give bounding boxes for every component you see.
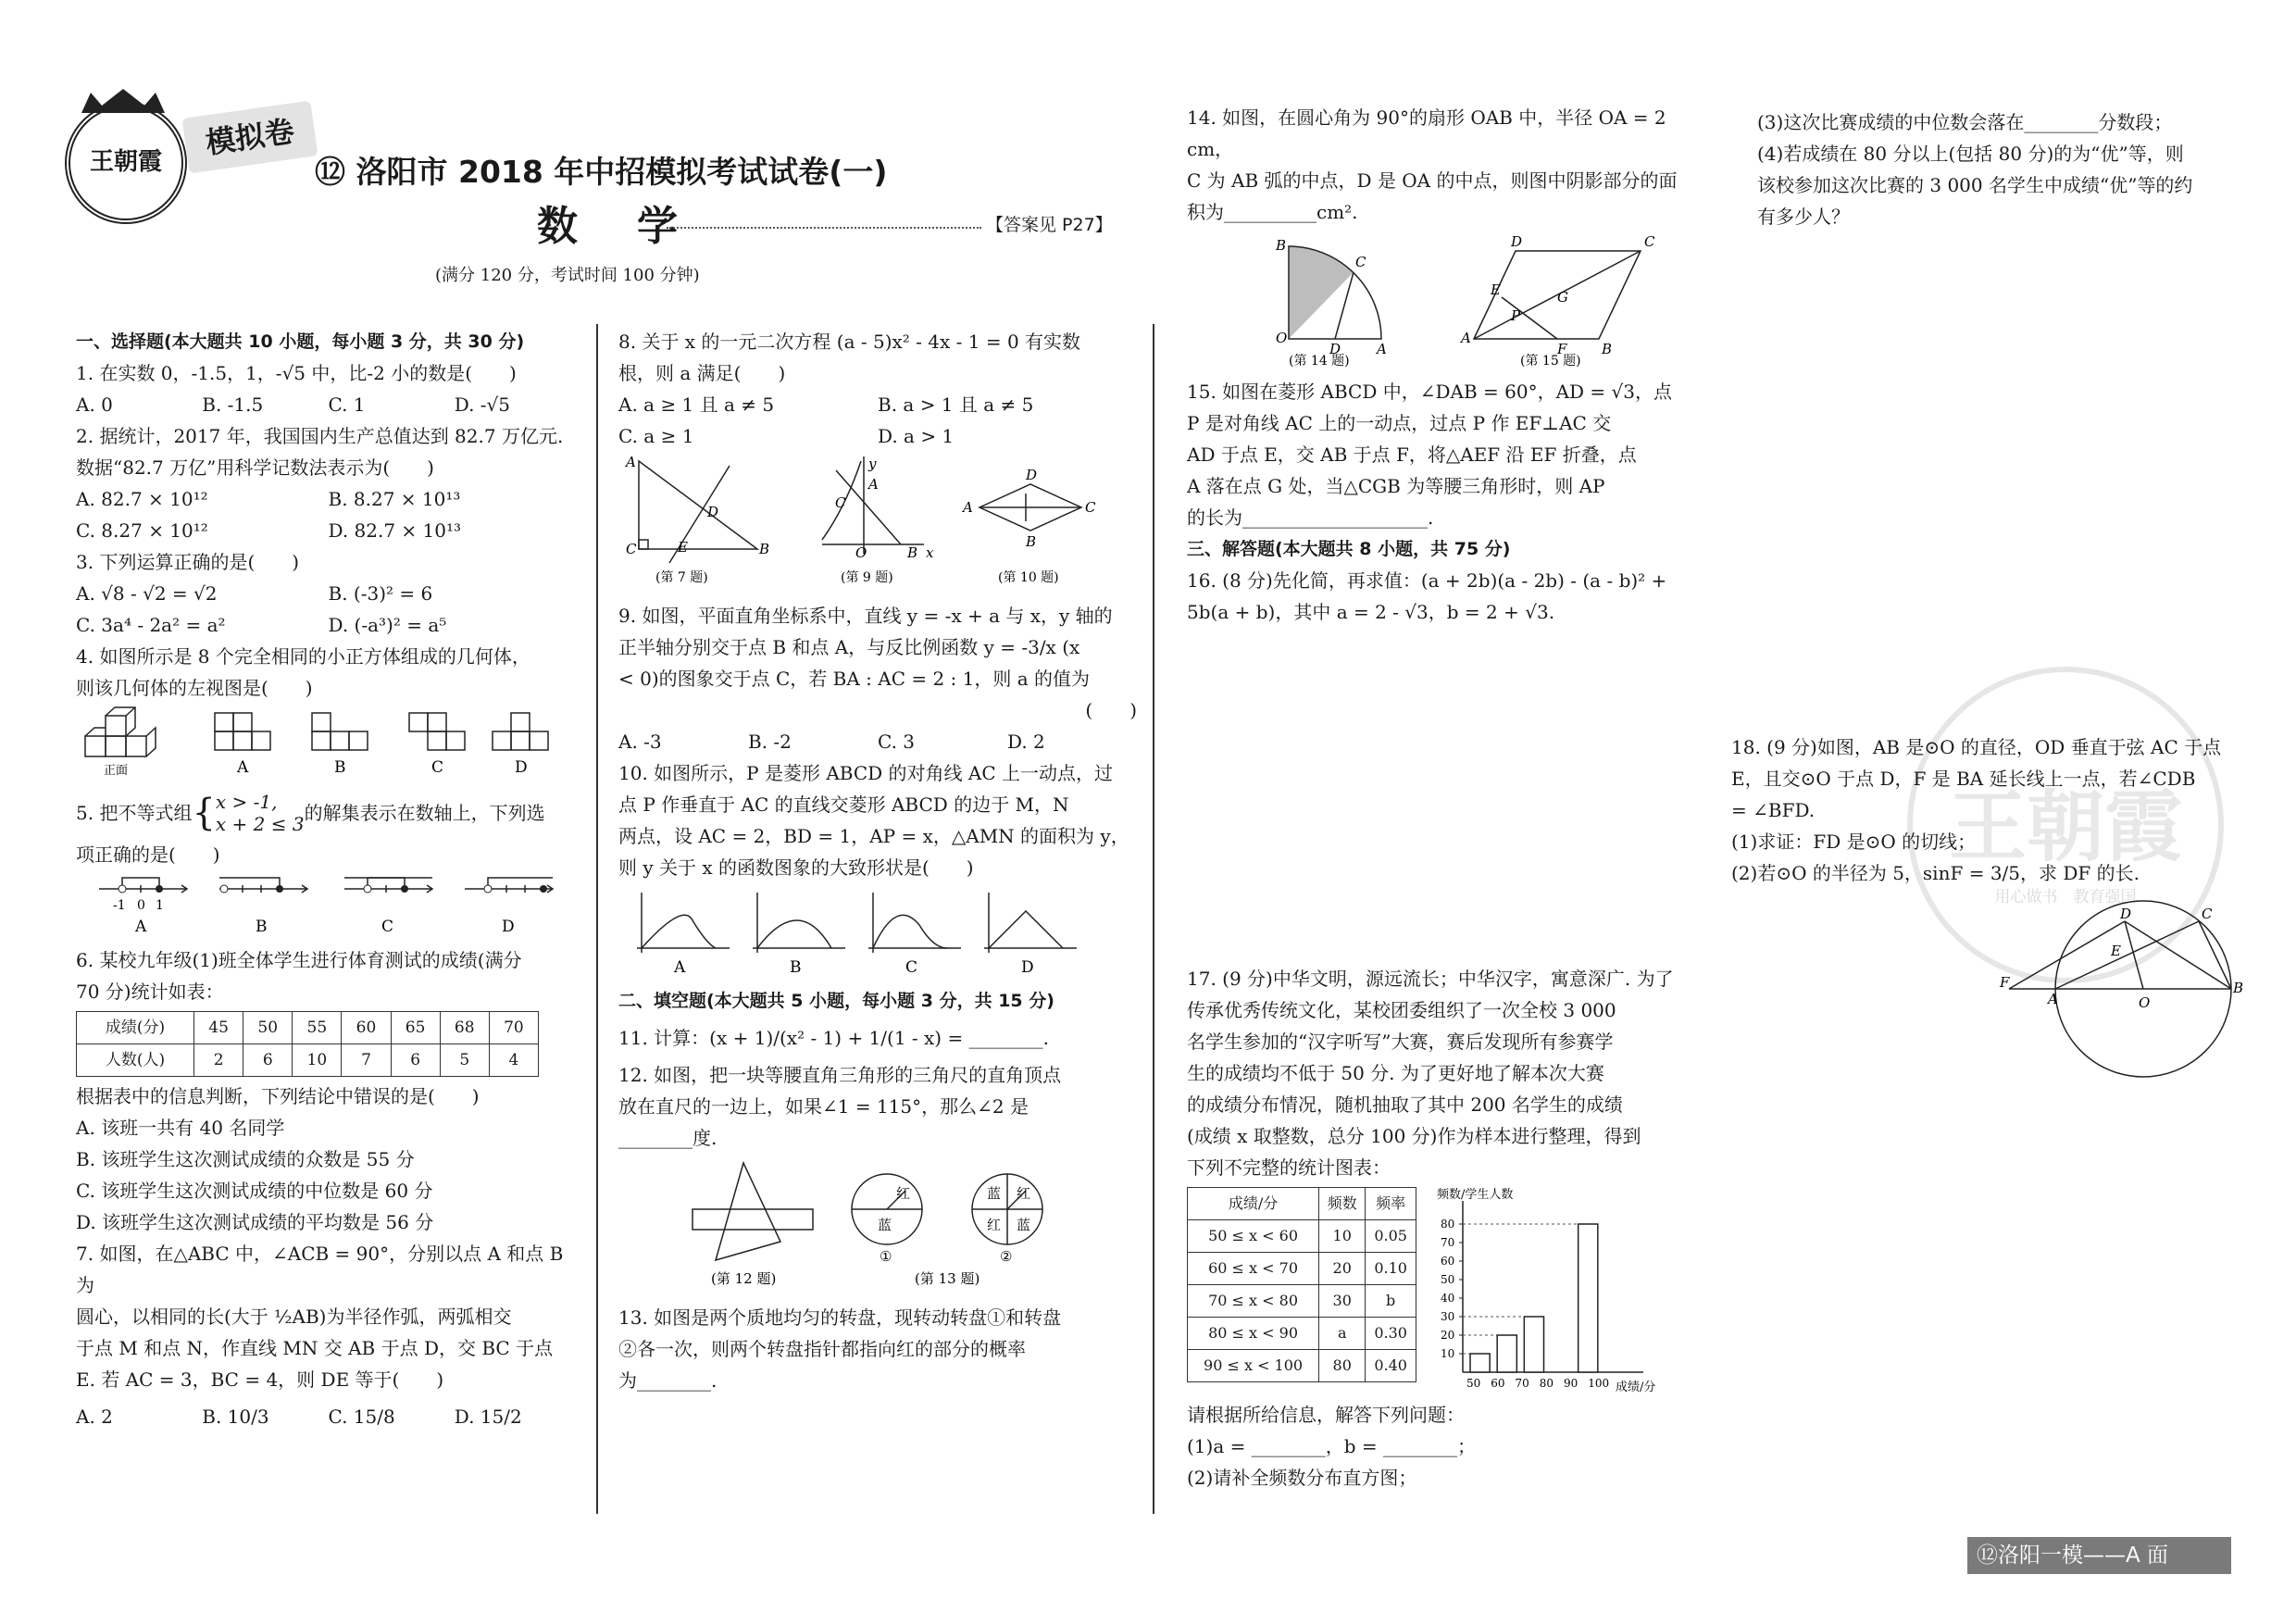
svg-text:B: B bbox=[1602, 341, 1613, 357]
histogram-bar bbox=[1497, 1335, 1516, 1372]
q16-stem-2: 5b(a + b)，其中 a = 2 - √3，b = 2 + √3. bbox=[1187, 601, 1555, 623]
q5-stem-2: 的解集表示在数轴上，下列选 bbox=[304, 802, 545, 824]
q13-stem-3: 为________. bbox=[618, 1369, 718, 1392]
q5-label-a: A bbox=[135, 918, 147, 936]
q10-stem-4: 则 y 关于 x 的函数图象的大致形状是( ) bbox=[618, 856, 974, 879]
q9-stem-3: < 0)的图象交于点 C，若 BA : AC = 2 : 1，则 a 的值为 bbox=[618, 668, 1091, 690]
spinner2-red-2: 红 bbox=[987, 1217, 1002, 1233]
section2-heading: 二、填空题(本大题共 5 小题，每小题 3 分，共 15 分) bbox=[618, 991, 1054, 1011]
histogram-y-tick-label: 70 bbox=[1441, 1236, 1455, 1249]
q6-row1-head: 成绩(分) bbox=[77, 1012, 194, 1044]
q6-table bbox=[76, 1011, 539, 1077]
freq-cell: 0.30 bbox=[1366, 1318, 1416, 1350]
table-row bbox=[1188, 1350, 1416, 1382]
svg-text:B: B bbox=[1276, 237, 1287, 254]
q18-figure bbox=[2000, 906, 2244, 1102]
q3-opt-c: C. 3a⁴ - 2a² = a² bbox=[76, 614, 226, 636]
q4-label-c: C bbox=[431, 758, 444, 777]
q8-opt-b: B. a > 1 且 a ≠ 5 bbox=[878, 394, 1034, 416]
table-row bbox=[1188, 1188, 1416, 1220]
q10-label-b: B bbox=[790, 958, 802, 977]
q5-brace: { bbox=[192, 792, 216, 834]
logo-crown-icon bbox=[81, 89, 165, 115]
q5-ineq-2: x + 2 ≤ 3 bbox=[215, 813, 305, 835]
q8-opt-a: A. a ≥ 1 且 a ≠ 5 bbox=[618, 394, 775, 416]
q17-stem-4: 生的成绩均不低于 50 分. 为了更好地了解本次大赛 bbox=[1187, 1062, 1604, 1084]
footer-text: ⑫洛阳一模——A 面 bbox=[1977, 1543, 2169, 1568]
q6-opt-a: A. 该班一共有 40 名同学 bbox=[76, 1117, 285, 1139]
q8-stem: 8. 关于 x 的一元二次方程 (a - 5)x² - 4x - 1 = 0 有实数 bbox=[618, 331, 1081, 353]
q2-opt-d: D. 82.7 × 10¹³ bbox=[328, 519, 462, 542]
freq-cell: 30 bbox=[1319, 1285, 1366, 1318]
q3-stem: 3. 下列运算正确的是( ) bbox=[76, 551, 300, 573]
svg-text:A: A bbox=[1461, 330, 1471, 346]
q14-stem: 14. 如图，在圆心角为 90°的扇形 OAB 中，半径 OA = 2 cm， bbox=[1187, 106, 1666, 160]
q1-opt-b: B. -1.5 bbox=[202, 394, 264, 416]
q17-sub4: (4)若成绩在 80 分以上(包括 80 分)的为“优”等，则 bbox=[1757, 143, 2184, 165]
q2-options-1 bbox=[76, 483, 580, 515]
q3-options-2 bbox=[76, 609, 580, 641]
table-row bbox=[1188, 1253, 1416, 1285]
svg-text:C: C bbox=[626, 541, 637, 557]
q10-stem-3: 两点，设 AC = 2，BD = 1，AP = x，△AMN 的面积为 y， bbox=[618, 825, 1129, 847]
histogram-ylabel: 频数/学生人数 bbox=[1437, 1188, 1514, 1202]
q6-cell: 5 bbox=[440, 1044, 489, 1077]
fig12-caption: (第 12 题) bbox=[711, 1270, 777, 1287]
freq-cell: 90 ≤ x < 100 bbox=[1188, 1350, 1319, 1382]
freq-header: 成绩/分 bbox=[1188, 1188, 1319, 1220]
q4-label-d: D bbox=[515, 758, 528, 777]
q9-options bbox=[618, 726, 1137, 757]
q17-stem-5: 的成绩分布情况，随机抽取了其中 200 名学生的成绩 bbox=[1187, 1093, 1623, 1116]
q1-options bbox=[76, 389, 580, 420]
q6-cell: 10 bbox=[293, 1044, 342, 1077]
svg-text:C: C bbox=[2202, 906, 2213, 922]
q12-stem-3: ________度. bbox=[618, 1127, 718, 1149]
q17-stem-3: 名学生参加的“汉字听写”大赛，赛后发现所有参赛学 bbox=[1187, 1031, 1614, 1053]
q6-cell: 7 bbox=[342, 1044, 391, 1077]
mock-exam-ribbon bbox=[182, 101, 318, 174]
histogram-x-tick-label: 70 bbox=[1515, 1377, 1529, 1390]
spinner1-blue: 蓝 bbox=[878, 1217, 892, 1233]
q9-opt-d: D. 2 bbox=[1007, 731, 1045, 753]
figures-12-13 bbox=[618, 1154, 1137, 1293]
q10-graphs bbox=[618, 883, 1137, 976]
svg-text:C: C bbox=[1644, 233, 1655, 250]
column-middle bbox=[618, 326, 1137, 1396]
histogram-chart bbox=[1424, 1187, 1674, 1395]
histogram-x-tick-label: 80 bbox=[1539, 1377, 1554, 1390]
histogram-x-tick-label: 90 bbox=[1564, 1377, 1578, 1390]
histogram-xlabel: 成绩/分 bbox=[1616, 1381, 1656, 1394]
q5-ineq-1: x > -1, bbox=[215, 791, 278, 813]
freq-cell: 50 ≤ x < 60 bbox=[1188, 1220, 1319, 1253]
q18-sub2: (2)若⊙O 的半径为 5，sinF = 3/5，求 DF 的长. bbox=[1731, 862, 2140, 884]
section3-heading: 三、解答题(本大题共 8 小题，共 75 分) bbox=[1187, 539, 1511, 559]
q4-views-figure bbox=[76, 704, 580, 778]
q14-stem-2: C 为 AB 弧的中点，D 是 OA 的中点，则图中阴影部分的面 bbox=[1187, 169, 1678, 192]
svg-text:D: D bbox=[707, 504, 719, 520]
q17-figure-row bbox=[1187, 1187, 1710, 1395]
q3-opt-d: D. (-a³)² = a⁵ bbox=[328, 614, 447, 636]
svg-text:y: y bbox=[868, 456, 877, 472]
q17-stem: 17. (9 分)中华文明，源远流长；中华汉字，寓意深广. 为了 bbox=[1187, 968, 1674, 990]
svg-text:F: F bbox=[2000, 974, 2010, 991]
q8-options-1 bbox=[618, 389, 1137, 420]
column-right bbox=[1187, 102, 1710, 628]
q11-stem: 11. 计算：(x + 1)/(x² - 1) + 1/(1 - x) = ________. bbox=[618, 1027, 1049, 1049]
q4-label-b: B bbox=[334, 758, 346, 777]
freq-cell: 70 ≤ x < 80 bbox=[1188, 1285, 1319, 1318]
q5-stem-3: 项正确的是( ) bbox=[76, 843, 220, 866]
q17-stem-7: 下列不完整的统计图表： bbox=[1187, 1156, 1391, 1179]
table-row bbox=[1188, 1220, 1416, 1253]
freq-cell: 0.05 bbox=[1366, 1220, 1416, 1253]
q6-cell: 4 bbox=[489, 1044, 538, 1077]
q1-opt-c: C. 1 bbox=[328, 394, 366, 416]
q15-stem: 15. 如图在菱形 ABCD 中，∠DAB = 60°，AD = √3，点 bbox=[1187, 381, 1673, 403]
q17-sub4-3: 有多少人？ bbox=[1757, 206, 1850, 228]
q6-stem: 6. 某校九年级(1)班全体学生进行体育测试的成绩(满分 bbox=[76, 949, 522, 971]
freq-cell: 80 bbox=[1319, 1350, 1366, 1382]
svg-text:E: E bbox=[678, 539, 688, 556]
q15-stem-2: P 是对角线 AC 上的一动点，过点 P 作 EF⊥AC 交 bbox=[1187, 412, 1612, 434]
q8-stem-2: 根，则 a 满足( ) bbox=[618, 362, 786, 384]
svg-text:D: D bbox=[2120, 906, 2132, 922]
q6-stem-2: 70 分)统计如表： bbox=[76, 981, 224, 1003]
q9-opt-c: C. 3 bbox=[878, 731, 916, 753]
q9-opt-a: A. -3 bbox=[618, 731, 662, 753]
freq-cell: 60 ≤ x < 70 bbox=[1188, 1253, 1319, 1285]
q15-stem-4: A 落在点 G 处，当△CGB 为等腰三角形时，则 AP bbox=[1187, 475, 1605, 497]
q6-opt-b: B. 该班学生这次测试成绩的众数是 55 分 bbox=[76, 1148, 415, 1170]
q6-stem-3: 根据表中的信息判断，下列结论中错误的是( ) bbox=[76, 1085, 480, 1107]
svg-text:G: G bbox=[1557, 289, 1568, 306]
q1-opt-d: D. -√5 bbox=[454, 394, 511, 416]
q8-options-2 bbox=[618, 420, 1137, 452]
q5-label-b: B bbox=[256, 918, 268, 936]
q17-sub3: (3)这次比赛成绩的中位数会落在________分数段； bbox=[1757, 111, 2173, 133]
freq-cell: 80 ≤ x < 90 bbox=[1188, 1318, 1319, 1350]
svg-text:A: A bbox=[963, 499, 973, 516]
histogram-y-tick-label: 10 bbox=[1441, 1347, 1455, 1360]
spinner2-blue-1: 蓝 bbox=[987, 1185, 1002, 1202]
table-row bbox=[77, 1012, 539, 1044]
q5-tick-0: 0 bbox=[137, 898, 145, 913]
q7-stem-4: E. 若 AC = 3，BC = 4，则 DE 等于( ) bbox=[76, 1368, 444, 1391]
q7-opt-a: A. 2 bbox=[76, 1406, 113, 1428]
svg-text:B: B bbox=[1026, 533, 1037, 550]
q18-stem-3: = ∠BFD. bbox=[1731, 799, 1816, 821]
svg-text:B: B bbox=[907, 544, 918, 561]
q15-stem-5: 的长为____________________. bbox=[1187, 506, 1434, 529]
svg-text:A: A bbox=[2048, 991, 2058, 1007]
q7-opt-b: B. 10/3 bbox=[202, 1406, 269, 1428]
freq-cell: 0.10 bbox=[1366, 1253, 1416, 1285]
fig7-caption: (第 7 题) bbox=[655, 570, 708, 585]
spinner2-number: ② bbox=[1000, 1248, 1013, 1265]
svg-text:D: D bbox=[1511, 233, 1523, 250]
section1-heading: 一、选择题(本大题共 10 小题，每小题 3 分，共 30 分) bbox=[76, 331, 525, 352]
q2-opt-c: C. 8.27 × 10¹² bbox=[76, 519, 208, 542]
watermark-subtext: 用心做书 教育强国 bbox=[1994, 888, 2137, 906]
q10-label-c: C bbox=[905, 958, 918, 977]
q6-cell: 55 bbox=[293, 1012, 342, 1044]
answer-ref: 【答案见 P27】 bbox=[986, 215, 1113, 235]
q17-sub1: (1)a = ________，b = ________； bbox=[1187, 1435, 1477, 1457]
q9-opt-b: B. -2 bbox=[748, 731, 792, 753]
svg-text:F: F bbox=[1557, 341, 1567, 357]
spinner2-blue-2: 蓝 bbox=[1017, 1217, 1031, 1233]
q6-opt-c: C. 该班学生这次测试成绩的中位数是 60 分 bbox=[76, 1180, 433, 1202]
svg-text:B: B bbox=[759, 541, 770, 557]
divider-2 bbox=[1153, 324, 1154, 1514]
figures-14-15 bbox=[1187, 228, 1710, 367]
exam-subtitle: (满分 120 分，考试时间 100 分钟) bbox=[435, 266, 700, 285]
histogram-y-tick-label: 20 bbox=[1441, 1329, 1455, 1342]
q3-opt-b: B. (-3)² = 6 bbox=[328, 582, 433, 605]
svg-text:O: O bbox=[1276, 330, 1288, 346]
q2-stem: 2. 据统计，2017 年，我国国内生产总值达到 82.7 万亿元. bbox=[76, 425, 564, 447]
q6-cell: 2 bbox=[194, 1044, 243, 1077]
q5-tick-1: 1 bbox=[156, 898, 164, 913]
q17-stem-2: 传承优秀传统文化，某校团委组织了一次全校 3 000 bbox=[1187, 999, 1616, 1021]
q6-cell: 6 bbox=[243, 1044, 293, 1077]
svg-text:P: P bbox=[1511, 307, 1521, 324]
q9-blank: ( ) bbox=[1085, 699, 1137, 721]
q2-options-2 bbox=[76, 515, 580, 546]
q12-stem-2: 放在直尺的一边上，如果∠1 = 115°，那么∠2 是 bbox=[618, 1095, 1029, 1118]
q1-opt-a: A. 0 bbox=[76, 394, 113, 416]
q17-stem-6: (成绩 x 取整数，总分 100 分)作为样本进行整理，得到 bbox=[1187, 1125, 1641, 1147]
svg-text:A: A bbox=[626, 454, 636, 470]
page-title: ⑫ 洛阳市 2018 年中招模拟考试试卷(一) bbox=[315, 154, 888, 190]
column-far-right bbox=[1757, 106, 2239, 232]
q13-stem: 13. 如图是两个质地均匀的转盘，现转动转盘①和转盘 bbox=[618, 1306, 1062, 1329]
freq-cell: 10 bbox=[1319, 1220, 1366, 1253]
q2-opt-b: B. 8.27 × 10¹³ bbox=[328, 488, 461, 510]
q4-solid bbox=[85, 707, 156, 756]
svg-text:B: B bbox=[2233, 980, 2244, 996]
footer-badge bbox=[1967, 1537, 2231, 1574]
q5-stem: 5. 把不等式组 bbox=[76, 802, 193, 824]
fig9-caption: (第 9 题) bbox=[841, 570, 893, 585]
freq-cell: 0.40 bbox=[1366, 1350, 1416, 1382]
histogram-bar bbox=[1470, 1354, 1490, 1372]
spinner2-red-1: 红 bbox=[1017, 1185, 1031, 1202]
q10-stem-2: 点 P 作垂直于 AC 的直线交菱形 ABCD 的边于 M，N bbox=[618, 794, 1069, 816]
q17-sub2: (2)请补全频数分布直方图； bbox=[1187, 1467, 1417, 1489]
histogram-bar bbox=[1524, 1317, 1543, 1372]
q3-options-1 bbox=[76, 578, 580, 609]
figures-7-9-10 bbox=[618, 452, 1137, 591]
q8-opt-d: D. a > 1 bbox=[878, 425, 955, 447]
q9-stem-2: 正半轴分别交于点 B 和点 A，与反比例函数 y = -3/x (x bbox=[618, 636, 1080, 658]
q13-stem-2: ②各一次，则两个转盘指针都指向红的部分的概率 bbox=[618, 1338, 1026, 1360]
table-row bbox=[77, 1044, 539, 1077]
q3-opt-a: A. √8 - √2 = √2 bbox=[76, 582, 218, 605]
q17-stem-8: 请根据所给信息，解答下列问题： bbox=[1187, 1404, 1465, 1426]
table-row bbox=[1188, 1285, 1416, 1318]
svg-text:A: A bbox=[1377, 341, 1387, 357]
freq-table bbox=[1187, 1187, 1416, 1382]
watermark-text: 王朝霞 bbox=[1948, 781, 2182, 872]
q7-opt-c: C. 15/8 bbox=[328, 1406, 395, 1428]
q8-opt-c: C. a ≥ 1 bbox=[618, 425, 694, 447]
q16-stem: 16. (8 分)先化简，再求值：(a + 2b)(a - 2b) - (a - b)² + bbox=[1187, 569, 1667, 592]
svg-text:C: C bbox=[835, 494, 846, 511]
q5-label-c: C bbox=[381, 918, 394, 936]
svg-text:D: D bbox=[1329, 341, 1341, 357]
q6-cell: 45 bbox=[194, 1012, 243, 1044]
q2-opt-a: A. 82.7 × 10¹² bbox=[76, 488, 208, 510]
histogram-y-tick-label: 60 bbox=[1441, 1255, 1455, 1268]
svg-text:x: x bbox=[926, 544, 934, 561]
q4-stem: 4. 如图所示是 8 个完全相同的小正方体组成的几何体， bbox=[76, 645, 530, 668]
svg-text:O: O bbox=[2139, 994, 2151, 1011]
fig14-caption: (第 14 题) bbox=[1289, 354, 1350, 369]
svg-text:E: E bbox=[1491, 281, 1501, 298]
q2-stem-2: 数据“82.7 万亿”用科学记数法表示为( ) bbox=[76, 456, 434, 479]
q7-stem-2: 圆心，以相同的长(大于 ½AB)为半径作弧，两弧相交 bbox=[76, 1306, 512, 1328]
q5-tick-neg1: -1 bbox=[113, 898, 126, 913]
q6-cell: 50 bbox=[243, 1012, 293, 1044]
q7-stem-3: 于点 M 和点 N，作直线 MN 交 AB 于点 D，交 BC 于点 bbox=[76, 1337, 554, 1359]
fig13-caption: (第 13 题) bbox=[915, 1270, 980, 1287]
q15-stem-3: AD 于点 E，交 AB 于点 F，将△AEF 沿 EF 折叠，点 bbox=[1187, 444, 1637, 466]
q18-stem-2: E，且交⊙O 于点 D，F 是 BA 延长线上一点，若∠CDB bbox=[1731, 768, 2196, 790]
histogram-x-tick-label: 100 bbox=[1588, 1377, 1610, 1390]
q17-sub4-2: 该校参加这次比赛的 3 000 名学生中成绩“优”等的约 bbox=[1757, 174, 2193, 196]
q10-label-d: D bbox=[1021, 958, 1034, 977]
q17-block bbox=[1187, 963, 1710, 1493]
freq-header: 频数 bbox=[1319, 1188, 1366, 1220]
histogram-x-tick-label: 50 bbox=[1466, 1377, 1481, 1390]
subject-title: 数 学 bbox=[537, 203, 687, 250]
title-rule bbox=[667, 227, 981, 229]
q5-system bbox=[216, 791, 305, 835]
q6-cell: 60 bbox=[342, 1012, 391, 1044]
q6-cell: 65 bbox=[391, 1012, 440, 1044]
histogram-bar bbox=[1578, 1224, 1598, 1372]
q1-stem: 1. 在实数 0，-1.5，1，-√5 中，比-2 小的数是( ) bbox=[76, 362, 517, 384]
q4-stem-2: 则该几何体的左视图是( ) bbox=[76, 677, 313, 699]
q12-stem: 12. 如图，把一块等腰直角三角形的三角尺的直角顶点 bbox=[618, 1064, 1062, 1086]
q5-numberlines bbox=[76, 870, 580, 935]
q4-front-label: 正面 bbox=[104, 764, 129, 778]
svg-text:E: E bbox=[2111, 943, 2121, 959]
spinner1-red: 红 bbox=[896, 1185, 911, 1202]
q7-stem: 7. 如图，在△ABC 中，∠ACB = 90°，分别以点 A 和点 B 为 bbox=[76, 1243, 564, 1296]
svg-text:C: C bbox=[1085, 499, 1096, 516]
q18-block bbox=[1731, 731, 2239, 889]
histogram-y-tick-label: 40 bbox=[1441, 1292, 1455, 1305]
q6-cell: 68 bbox=[440, 1012, 489, 1044]
q5-label-d: D bbox=[502, 918, 515, 936]
q6-opt-d: D. 该班学生这次测试成绩的平均数是 56 分 bbox=[76, 1211, 434, 1233]
q18-stem: 18. (9 分)如图，AB 是⊙O 的直径，OD 垂直于弦 AC 于点 bbox=[1731, 736, 2222, 758]
q4-label-a: A bbox=[237, 758, 249, 777]
q5-stem-row bbox=[76, 787, 580, 839]
histogram-y-tick-label: 80 bbox=[1441, 1218, 1455, 1231]
q6-cell: 6 bbox=[391, 1044, 440, 1077]
q9-stem: 9. 如图，平面直角坐标系中，直线 y = -x + a 与 x，y 轴的 bbox=[618, 605, 1113, 627]
q10-stem: 10. 如图所示，P 是菱形 ABCD 的对角线 AC 上一动点，过 bbox=[618, 762, 1114, 784]
freq-header: 频率 bbox=[1366, 1188, 1416, 1220]
svg-text:O: O bbox=[855, 544, 867, 561]
column-left bbox=[76, 326, 580, 1432]
q18-sub1: (1)求证：FD 是⊙O 的切线； bbox=[1731, 831, 1977, 853]
svg-text:C: C bbox=[1355, 254, 1366, 270]
svg-text:A: A bbox=[868, 476, 879, 493]
fig15-caption: (第 15 题) bbox=[1520, 354, 1581, 369]
histogram-x-tick-label: 60 bbox=[1491, 1377, 1505, 1390]
q14-stem-3: 积为__________cm². bbox=[1187, 201, 1358, 223]
table-row bbox=[1188, 1318, 1416, 1350]
divider-1 bbox=[596, 324, 598, 1514]
q10-label-a: A bbox=[674, 958, 686, 977]
ribbon-text: 模拟卷 bbox=[203, 113, 297, 161]
logo bbox=[65, 102, 187, 224]
q7-opt-d: D. 15/2 bbox=[454, 1406, 522, 1428]
q6-row2-head: 人数(人) bbox=[77, 1044, 194, 1077]
svg-text:D: D bbox=[1026, 467, 1038, 483]
histogram-y-tick-label: 50 bbox=[1441, 1273, 1455, 1286]
histogram-y-tick-label: 30 bbox=[1441, 1310, 1455, 1323]
freq-cell: 20 bbox=[1319, 1253, 1366, 1285]
freq-cell: a bbox=[1319, 1318, 1366, 1350]
logo-text: 王朝霞 bbox=[89, 148, 162, 176]
spinner1-number: ① bbox=[880, 1248, 892, 1265]
fig10-caption: (第 10 题) bbox=[998, 570, 1059, 585]
q7-options bbox=[76, 1401, 580, 1432]
q6-cell: 70 bbox=[489, 1012, 538, 1044]
freq-cell: b bbox=[1366, 1285, 1416, 1318]
